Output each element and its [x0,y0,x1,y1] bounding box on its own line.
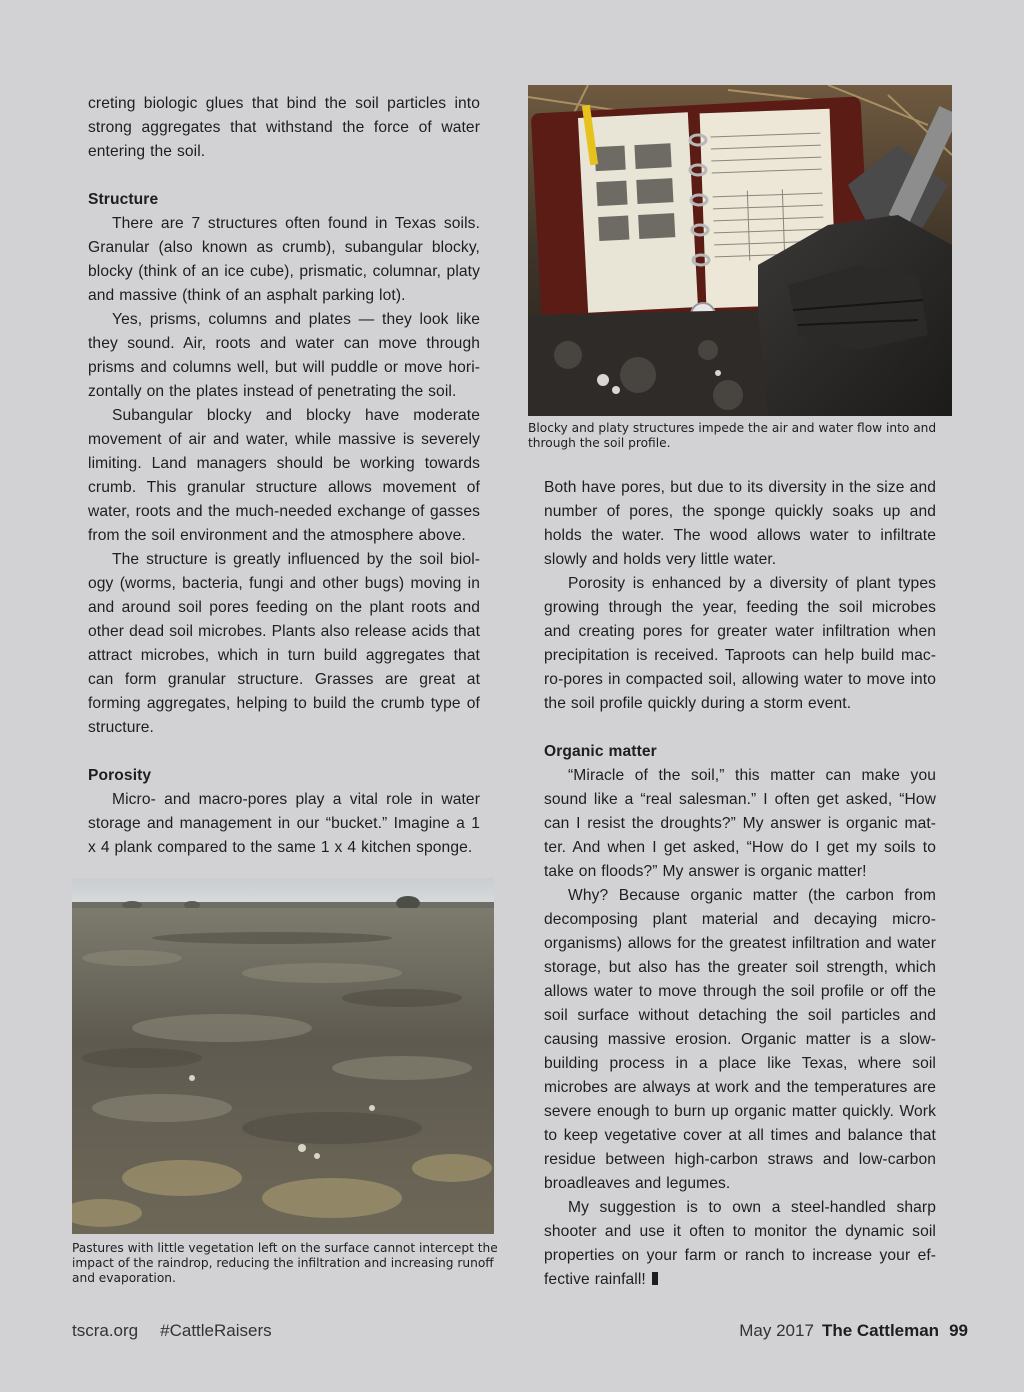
photo-caption-bottom: Pastures with little vegetation left on the surface cannot intercept the impact of the raindrop, reducing the infiltration and increasing runoff and evaporation. [72,1241,498,1285]
footer-left [72,1320,294,1342]
section-heading-porosity: Porosity [88,767,152,784]
paragraph: Yes, prisms, columns and plates — they look like they sound. Air, roots and water can move through prisms and columns well, but will puddle or move horizontally on the plates instead of penetrating the soil. [88,311,480,400]
right-column [544,476,936,1292]
section-heading-organic-matter: Organic matter [544,743,657,760]
paragraph: There are 7 structures often found in Texas soils. Granular (also known as crumb), subangular blocky, blocky (think of an ice cube), prismatic, columnar, platy and massive (think of an asphalt parking lot). [88,215,480,304]
photo-caption-top: Blocky and platy structures impede the air and water flow into and through the soil profile. [528,421,937,450]
footer-right [739,1320,968,1342]
paragraph: Both have pores, but due to its diversity in the size and number of pores, the sponge quickly soaks up and holds the water. The wood allows water to infiltrate slowly and holds very little water. [544,479,936,568]
pasture-photo [72,878,494,1234]
paragraph: Subangular blocky and blocky have moderate movement of air and water, while massive is severely limiting. Land managers should be working towards crumb. This granular structure allows movement of water, roots and the much-needed exchange of gasses from the soil environment and the atmosphere above. [88,407,480,544]
page-number: 99 [949,1321,968,1340]
soil-notebook-photo [528,85,952,416]
website-link[interactable]: tscra.org [72,1321,139,1340]
end-mark-icon [652,1272,658,1285]
paragraph: Porosity is enhanced by a diversity of plant types growing through the year, feeding the soil microbes and creating pores for greater water infiltration when precipitation is received. Taproots can help build macro-pores in compacted soil, allowing water to move into the soil profile quickly during a storm event. [544,575,936,712]
paragraph-final-text: My suggestion is to own a steel-handled sharp shooter and use it often to monitor the dynamic soil properties on your farm or ranch to increase your effective rainfall! [544,1199,936,1288]
magazine-name: The Cattleman [821,1321,940,1340]
paragraph: “Miracle of the soil,” this matter can make you sound like a “real salesman.” I often get asked, “How can I resist the droughts?” My answer is organic matter. And when I get asked, “How do I get my soils to take on floods?” My answer is organic matter! [544,767,936,880]
hashtag: #CattleRaisers [160,1321,272,1340]
left-column [88,92,480,860]
paragraph: Why? Because organic matter (the carbon from decomposing plant material and decaying micro-organisms) allows for the greatest infiltration and water storage, but also has the greater soil strength, which allows water to move through the soil profile or off the soil surface without detaching the soil particles and causing massive erosion. Organic matter is a slow-building process in a place like Texas, where soil microbes are always at work and the temperatures are severe enough to burn up organic matter quickly. Work to keep vegetative cover at all times and balance that residue between high-carbon straws and low-carbon broadleaves and legumes. [544,887,936,1192]
paragraph: Micro- and macro-pores play a vital role in water storage and management in our “bucket.” Imagine a 1 x 4 plank compared to the same 1 x 4 kitchen sponge. [88,791,480,856]
section-heading-structure: Structure [88,191,159,208]
paragraph-final [544,1196,936,1292]
paragraph: creting biologic glues that bind the soil particles into strong aggregates that withstand the force of water entering the soil. [88,95,480,160]
paragraph: The structure is greatly influenced by the soil biology (worms, bacteria, fungi and other bugs) moving in and around soil pores feeding on the plant roots and other dead soil microbes. Plants also release acids that attract microbes, which in turn build aggregates that can form granular structure. Grasses are great at forming aggregates, helping to build the crumb type of structure. [88,551,480,736]
issue-date: May 2017 [739,1321,814,1340]
